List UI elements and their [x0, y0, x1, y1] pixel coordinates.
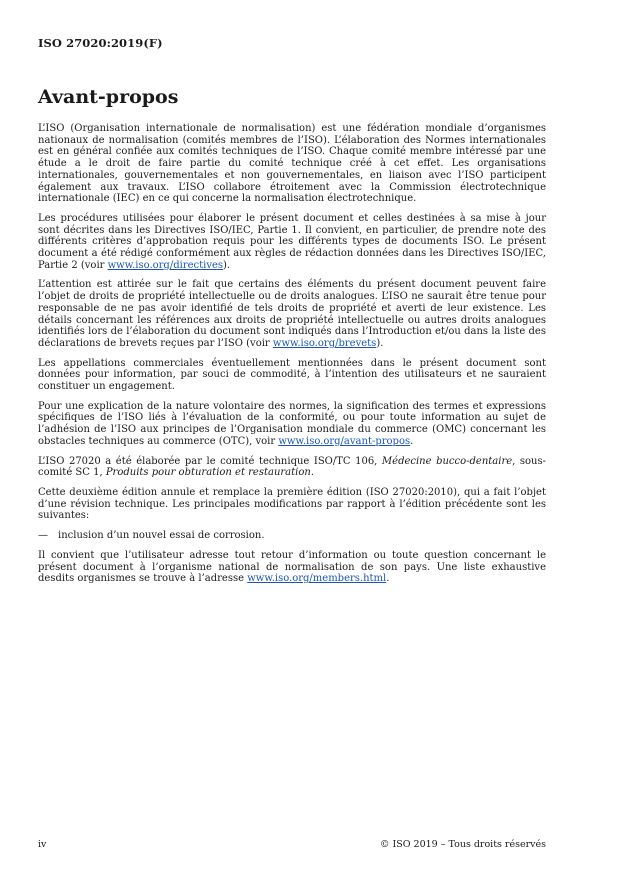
paragraph-voluntary-nature [38, 401, 546, 448]
list-item-text: inclusion d’un nouvel essai de corrosion. [58, 530, 265, 542]
paragraph-text: L’attention est attirée sur le fait que certains des éléments du présent document peuvent faire l’objet de droits de propriété intellectuelle ou de droits analogues. L’ISO ne saurait être tenue pour responsable de ne pas avoir identifié de tels droits de propriété et averti de leur existence. Les détails concernant les références aux droits de propriété intellectuelle ou autres droits analogues identifiés lors de l’élaboration du document sont indiqués dans l’Introduction et/ou dans la liste des déclarations de brevets reçues par l’ISO (voir [38, 279, 546, 349]
paragraph-text: L’ISO 27020 a été élaborée par le comité technique ISO/TC 106, [38, 455, 382, 467]
list-item [38, 530, 546, 542]
link-members[interactable]: www.iso.org/members.html [247, 573, 387, 585]
paragraph-end: ). [223, 259, 231, 271]
committee-title: Médecine bucco-dentaire [381, 455, 513, 467]
link-brevets[interactable]: www.iso.org/brevets [272, 337, 377, 349]
paragraph-text: Il convient que l’utilisateur adresse tout retour d’information ou toute question concernant le présent document à l’organisme national de normalisation de son pays. Une liste exhaustive desdits organismes se trouve à l’adresse [38, 549, 546, 585]
paragraph-committee [38, 456, 546, 479]
paragraph-iso-intro: L’ISO (Organisation internationale de normalisation) est une fédération mondiale d’organismes nationaux de normalisation (comités membres de l’ISO). L’élaboration des Normes internationales est en général confiée aux comités techniques de l’ISO. Chaque comité membre intéressé par une étude a le droit de faire partie du comité technique créé à cet effet. Les organisations internationales, gouvernementales et non gouvernementales, en liaison avec l’ISO participent également aux travaux. L’ISO collabore étroitement avec la Commission électrotechnique internationale (IEC) en ce qui concerne la normalisation électrotechnique. [38, 123, 546, 205]
page-title: Avant-propos [38, 86, 179, 108]
paragraph-end: . [310, 467, 315, 479]
paragraph-patents [38, 279, 546, 349]
list-dash: — [38, 530, 48, 542]
paragraph-text: Pour une explication de la nature volontaire des normes, la signification des termes et expressions spécifiques de l’ISO liés à l’évaluation de la conformité, ou pour toute information au sujet de l’adhésion de l’ISO aux principes de l’Organisation mondiale du commerce (OMC) concernant les obstacles techniques au commerce (OTC), voir [38, 400, 546, 447]
paragraph-end: ). [376, 337, 384, 349]
paragraph-feedback [38, 550, 546, 585]
paragraph-trade-names: Les appellations commerciales éventuellement mentionnées dans le présent document sont données pour information, par souci de commodité, à l’intention des utilisateurs et ne sauraient constituer un engagement. [38, 357, 546, 393]
copyright-notice: © ISO 2019 – Tous droits réservés [379, 839, 546, 850]
link-directives[interactable]: www.iso.org/directives [107, 259, 224, 271]
paragraph-end: . [410, 435, 414, 447]
page-number: iv [38, 839, 47, 850]
paragraph-edition: Cette deuxième édition annule et remplace la première édition (ISO 27020:2010), qui a fait l’objet d’une révision technique. Les principales modifications par rapport à l’édition précédente sont les suivantes: [38, 486, 546, 522]
link-avant-propos[interactable]: www.iso.org/avant-propos [278, 435, 411, 447]
paragraph-text: , sous-comité SC 1, [38, 455, 546, 479]
foreword-body [38, 123, 546, 593]
subcommittee-title: Produits pour obturation et restauration [105, 467, 311, 479]
paragraph-text: Les procédures utilisées pour élaborer le présent document et celles destinées à sa mise à jour sont décrites dans les Directives ISO/IEC, Partie 1. Il convient, en particulier, de prendre note des différents critères d’approbation requis pour les différents types de documents ISO. Le présent document a été rédigé conformément aux règles de rédaction données dans les Directives ISO/IEC, Partie 2 (voir [38, 212, 546, 271]
paragraph-procedures [38, 213, 546, 272]
document-id: ISO 27020:2019(F) [38, 36, 163, 50]
paragraph-end: . [386, 573, 390, 585]
